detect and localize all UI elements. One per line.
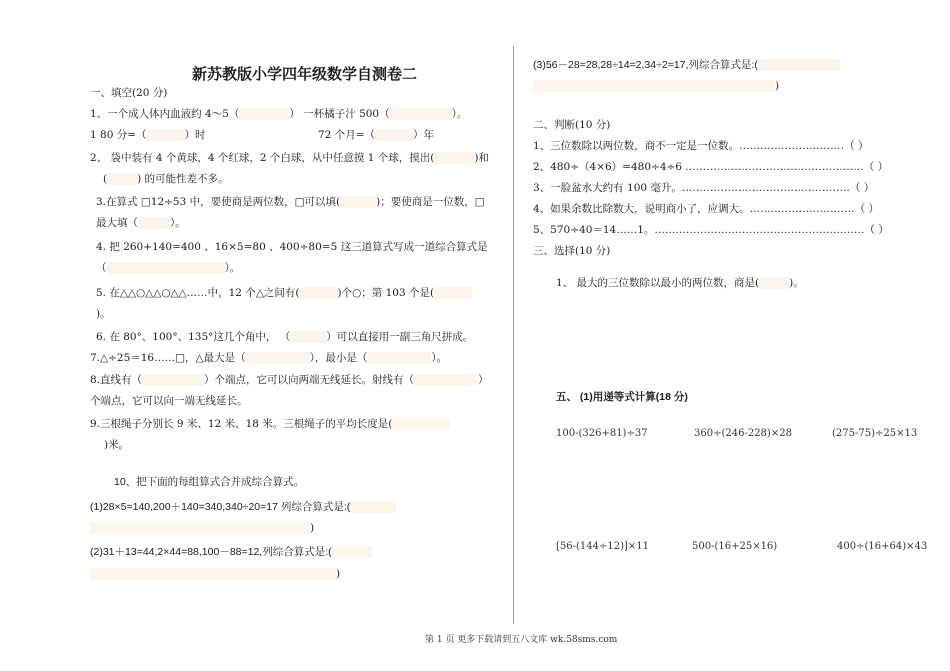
q2-l2-text-b: ) 的可能性差不多。 xyxy=(137,173,229,185)
section5-heading: 五、 (1)用递等式计算(18 分) xyxy=(556,391,688,403)
q5-blank-2[interactable] xyxy=(434,287,472,299)
q9-blank[interactable] xyxy=(392,418,450,430)
q6-blank[interactable] xyxy=(290,331,326,343)
calc-1: 100-(326+81)÷37 xyxy=(556,428,648,439)
question-10-3-line2 xyxy=(533,79,779,93)
q6-text-a: 6. 在 80°、100°、135°这几个角中， （ xyxy=(96,331,291,343)
q5-blank-1[interactable] xyxy=(300,287,338,299)
q10-3-blank-a[interactable] xyxy=(758,59,840,71)
q1-l2-blank-1[interactable] xyxy=(147,129,185,141)
q8-text-a: 8.直线有（ xyxy=(90,374,143,386)
q3-l2-text-b: ）。 xyxy=(170,217,186,229)
q3-text-a: 3.在算式 □12÷53 中，要使商是两位数，□可以填( xyxy=(96,196,341,208)
q4-blank[interactable] xyxy=(107,262,225,274)
calc-6: 400÷(16+64)×43 xyxy=(837,541,928,552)
q7-blank-2[interactable] xyxy=(367,352,431,364)
q8-text-c: ） xyxy=(478,374,489,386)
calc-5: 500-(16+25×16) xyxy=(692,541,778,552)
question-2 xyxy=(90,151,489,165)
q6-text-b: ）可以直接用一副三角尺拼成。 xyxy=(326,331,474,343)
q7-blank-1[interactable] xyxy=(246,352,310,364)
section2-heading: 二、判断(10 分) xyxy=(533,119,611,131)
question-10-1 xyxy=(90,500,396,514)
question-3-line2 xyxy=(96,216,186,230)
q4-l2-text-a: （ xyxy=(96,262,107,274)
section3-heading: 三、选择(10 分) xyxy=(533,245,611,257)
question-1-line2 xyxy=(90,128,206,142)
q5-text-b: )个○；第 103 个是( xyxy=(337,287,435,299)
q3-blank-1[interactable] xyxy=(340,196,376,208)
question-1 xyxy=(90,107,467,121)
question-10-1-line2 xyxy=(90,521,314,535)
q2-text-a: 2、 袋中装有 4 个黄球，4 个红球，2 个白球，从中任意摸 1 个球，摸出( xyxy=(90,152,435,164)
choice1-text-a: 1、 最大的三位数除以最小的两位数，商是( xyxy=(556,277,760,289)
q3-blank-2[interactable] xyxy=(138,217,170,229)
judge-item-3: 3、一脸盆水大约有 100 毫升。…………………………………………（ ） xyxy=(533,182,875,194)
question-5-line2: )。 xyxy=(96,308,111,320)
question-9-line2: )米。 xyxy=(104,439,130,451)
q8-text-b: ）个端点，它可以向两端无线延长。射线有（ xyxy=(204,374,415,386)
q4-l2-text-b: ）。 xyxy=(224,262,241,274)
q1-text-b: ） 一杯橘子汁 500（ xyxy=(289,108,390,120)
question-7 xyxy=(90,351,447,365)
choice1-blank[interactable] xyxy=(759,277,789,289)
q2-l2-text-a: ( xyxy=(103,173,108,185)
judge-item-1: 1、三位数除以两位数，商不一定是一位数。…………………………（ ） xyxy=(533,140,869,152)
q9-text-a: 9.三根绳子分别长 9 米、12 米、18 米。三根绳子的平均长度是( xyxy=(90,418,393,430)
calc-4: [56-(144÷12)]×11 xyxy=(556,541,650,552)
q5-text-a: 5. 在△△○△△○△△……中，12 个△之间有( xyxy=(96,287,300,299)
q10-3-text: (3)56－28=28,28÷14=2,34÷2=17,列综合算式是:( xyxy=(533,59,758,71)
q8-blank-2[interactable] xyxy=(414,374,478,386)
q1-l2-text-c: 72 个月=（ xyxy=(318,129,375,141)
q1-blank-2[interactable] xyxy=(390,108,452,120)
column-divider xyxy=(513,46,514,624)
choice1-text-b: )。 xyxy=(789,277,804,289)
calc-3: (275-75)÷25×13 xyxy=(832,428,918,439)
question-9 xyxy=(90,417,450,431)
q1-text-a: 1、一个成人体内血液约 4～5（ xyxy=(90,108,240,120)
q10-1-blank-b[interactable] xyxy=(90,522,310,534)
question-10-2-line2 xyxy=(90,567,340,581)
choice-item-1 xyxy=(556,276,804,290)
q7-text-b: ），最小是（ xyxy=(309,352,368,364)
q10-2-blank-a[interactable] xyxy=(332,546,372,558)
question-8 xyxy=(90,373,489,387)
question-4: 4. 把 260+140=400 、16×5=80 、400÷80=5 这三道算式写成一道综合算式是 xyxy=(96,241,488,253)
judge-item-5: 5、570÷40＝14……1。……………………………………………………（ ） xyxy=(533,224,889,236)
page-title: 新苏教版小学四年级数学自测卷二 xyxy=(192,65,418,83)
q10-3-blank-b[interactable] xyxy=(533,80,775,92)
q3-text-b: )；要使商是一位数，□ xyxy=(376,196,485,208)
judge-item-4: 4、如果余数比除数大，说明商小了，应调大。…………………………（ ） xyxy=(533,203,880,215)
question-4-line2 xyxy=(96,261,240,275)
calc-2: 360÷(246-228)×28 xyxy=(694,428,792,439)
q10-1-text: (1)28×5=140,200＋140=340,340÷20=17 列综合算式是:( xyxy=(90,501,351,513)
question-6 xyxy=(96,330,473,344)
q8-blank-1[interactable] xyxy=(142,374,204,386)
section1-heading: 一、填空(20 分) xyxy=(90,87,168,99)
q2-blank-2[interactable] xyxy=(107,173,137,185)
question-10-heading: 10、把下面的每组算式合并成综合算式。 xyxy=(114,476,305,488)
q1-l2-text-d: ）年 xyxy=(413,129,434,141)
page-footer: 第 1 页 更多下载请到五八文库 wk.58sms.com xyxy=(425,635,618,645)
q3-l2-text-a: 最大填（ xyxy=(96,217,138,229)
judge-item-2: 2、480÷（4×6）=480÷4÷6 ……………………………………………（ ） xyxy=(533,161,889,173)
question-5 xyxy=(96,286,472,300)
question-3 xyxy=(96,195,485,209)
q7-text-c: ）。 xyxy=(431,352,448,364)
question-10-2 xyxy=(90,545,372,559)
q1-text-c: ）。 xyxy=(451,108,468,120)
q2-blank-1[interactable] xyxy=(434,152,474,164)
question-1-line2-right xyxy=(318,128,434,142)
q10-2-text: (2)31＋13=44,2×44=88,100－88=12,列综合算式是:( xyxy=(90,546,332,558)
q10-2-blank-b[interactable] xyxy=(90,568,336,580)
question-2-line2 xyxy=(103,172,229,186)
q1-l2-text-b: ）时 xyxy=(184,129,206,141)
q10-1-blank-a[interactable] xyxy=(350,501,396,513)
q2-text-b: )和 xyxy=(474,152,489,164)
q10-3-end: ) xyxy=(775,80,780,92)
question-8-line2: 个端点，它可以向一端无线延长。 xyxy=(90,395,248,407)
q7-text-a: 7.△÷25＝16……□，△最大是（ xyxy=(90,352,246,364)
q10-1-end: ) xyxy=(310,522,315,534)
question-10-3 xyxy=(533,58,840,72)
q1-l2-text-a: 1 80 分=（ xyxy=(90,129,147,141)
q1-l2-blank-2[interactable] xyxy=(375,129,413,141)
q10-2-end: ) xyxy=(336,568,341,580)
q1-blank-1[interactable] xyxy=(239,108,289,120)
